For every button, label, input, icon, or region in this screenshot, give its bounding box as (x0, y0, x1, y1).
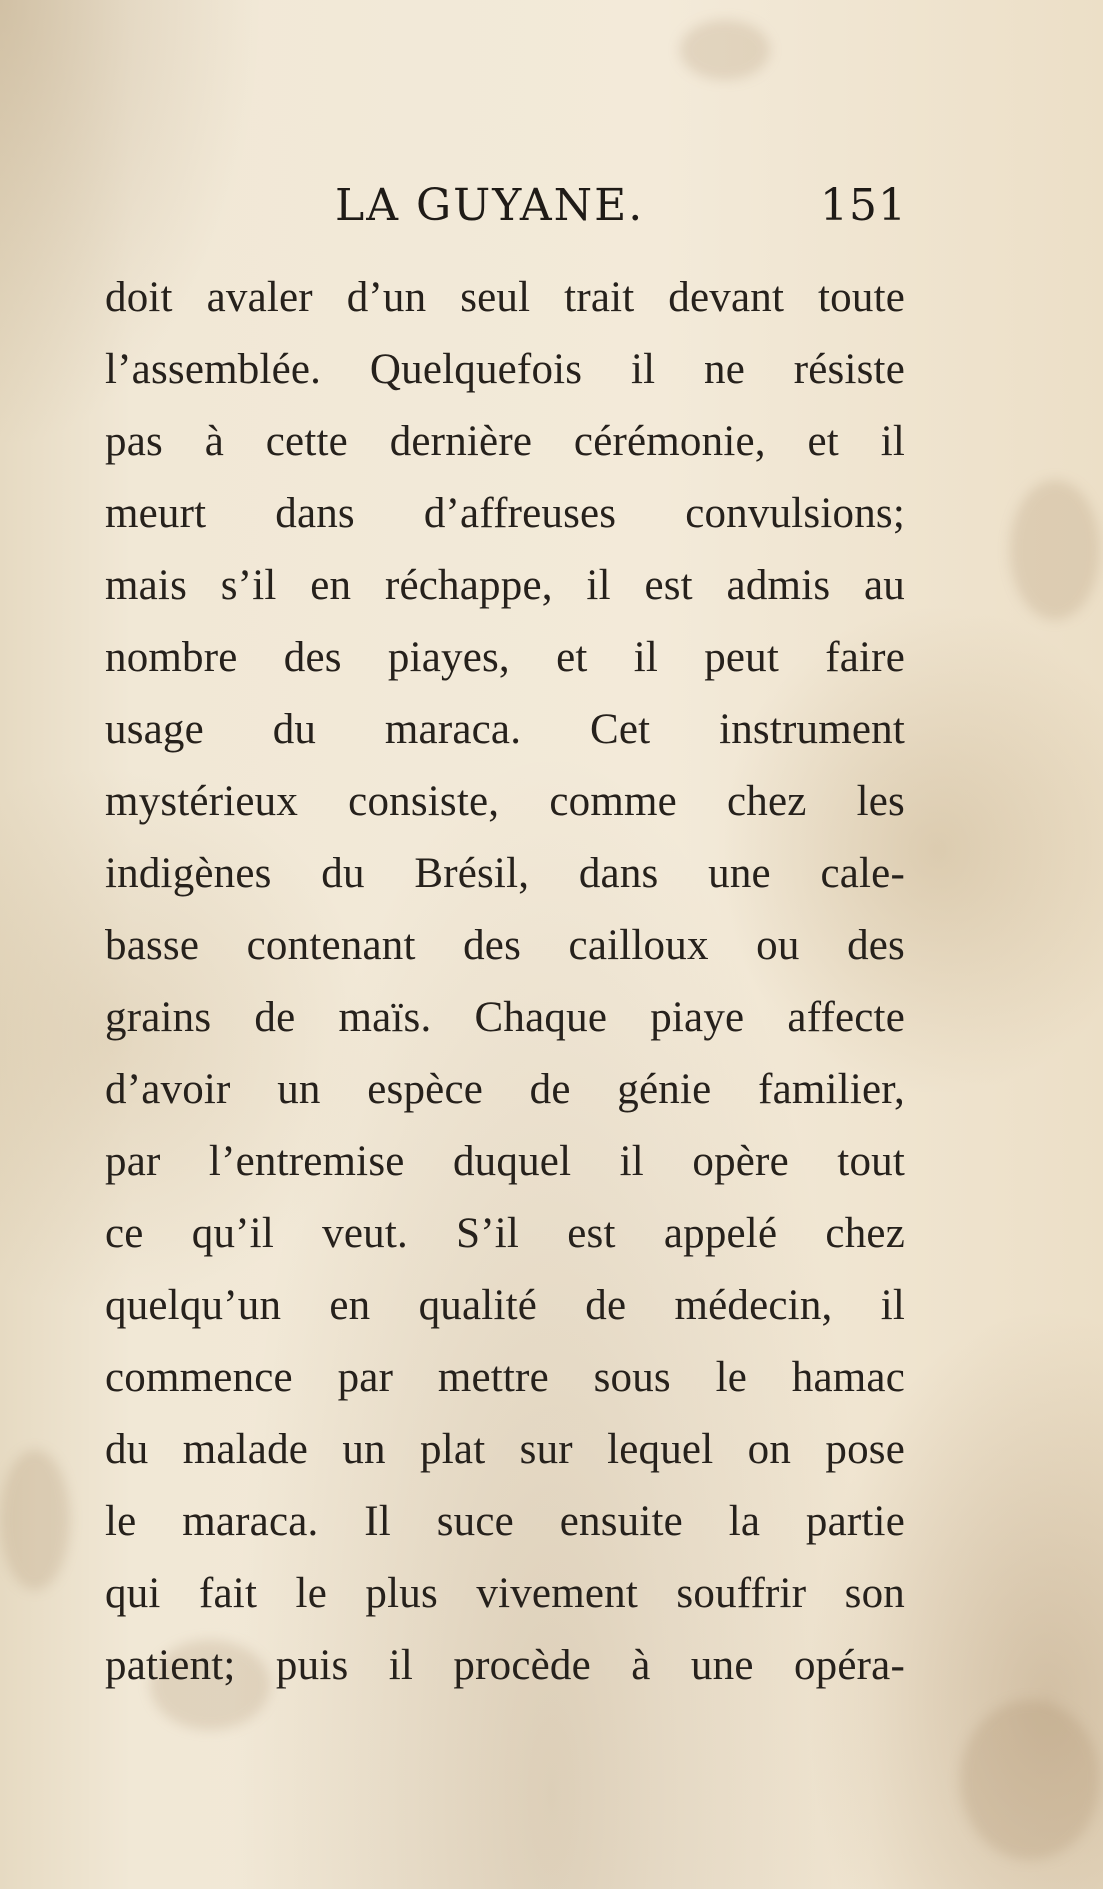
text-line: patient; puis il procède à une opéra- (105, 1642, 905, 1689)
paper-stain (1010, 480, 1100, 620)
text-line: d’avoir un espèce de génie familier, (105, 1066, 905, 1113)
text-line: par l’entremise duquel il opère tout (105, 1138, 905, 1185)
text-line: basse contenant des cailloux ou des (105, 922, 905, 969)
paper-stain (680, 20, 770, 80)
page-number: 151 (820, 180, 907, 231)
running-title: LA GUYANE. (335, 180, 645, 231)
text-line: mais s’il en réchappe, il est admis au (105, 562, 905, 609)
body-text (105, 262, 905, 1702)
running-header (335, 180, 907, 240)
text-line: meurt dans d’affreuses convulsions; (105, 490, 905, 537)
paper-stain (0, 1450, 70, 1590)
text-line: ce qu’il veut. S’il est appelé chez (105, 1210, 905, 1257)
text-line: usage du maraca. Cet instrument (105, 706, 905, 753)
text-line: du malade un plat sur lequel on pose (105, 1426, 905, 1473)
text-line: qui fait le plus vivement souffrir son (105, 1570, 905, 1617)
text-line: quelqu’un en qualité de médecin, il (105, 1282, 905, 1329)
text-line: commence par mettre sous le hamac (105, 1354, 905, 1401)
text-line: l’assemblée. Quelquefois il ne résiste (105, 346, 905, 393)
text-line: grains de maïs. Chaque piaye affecte (105, 994, 905, 1041)
text-line: mystérieux consiste, comme chez les (105, 778, 905, 825)
text-line: doit avaler d’un seul trait devant toute (105, 274, 905, 321)
paper-stain (960, 1700, 1100, 1860)
text-line: pas à cette dernière cérémonie, et il (105, 418, 905, 465)
text-line: le maraca. Il suce ensuite la partie (105, 1498, 905, 1545)
text-line: indigènes du Brésil, dans une cale- (105, 850, 905, 897)
text-line: nombre des piayes, et il peut faire (105, 634, 905, 681)
